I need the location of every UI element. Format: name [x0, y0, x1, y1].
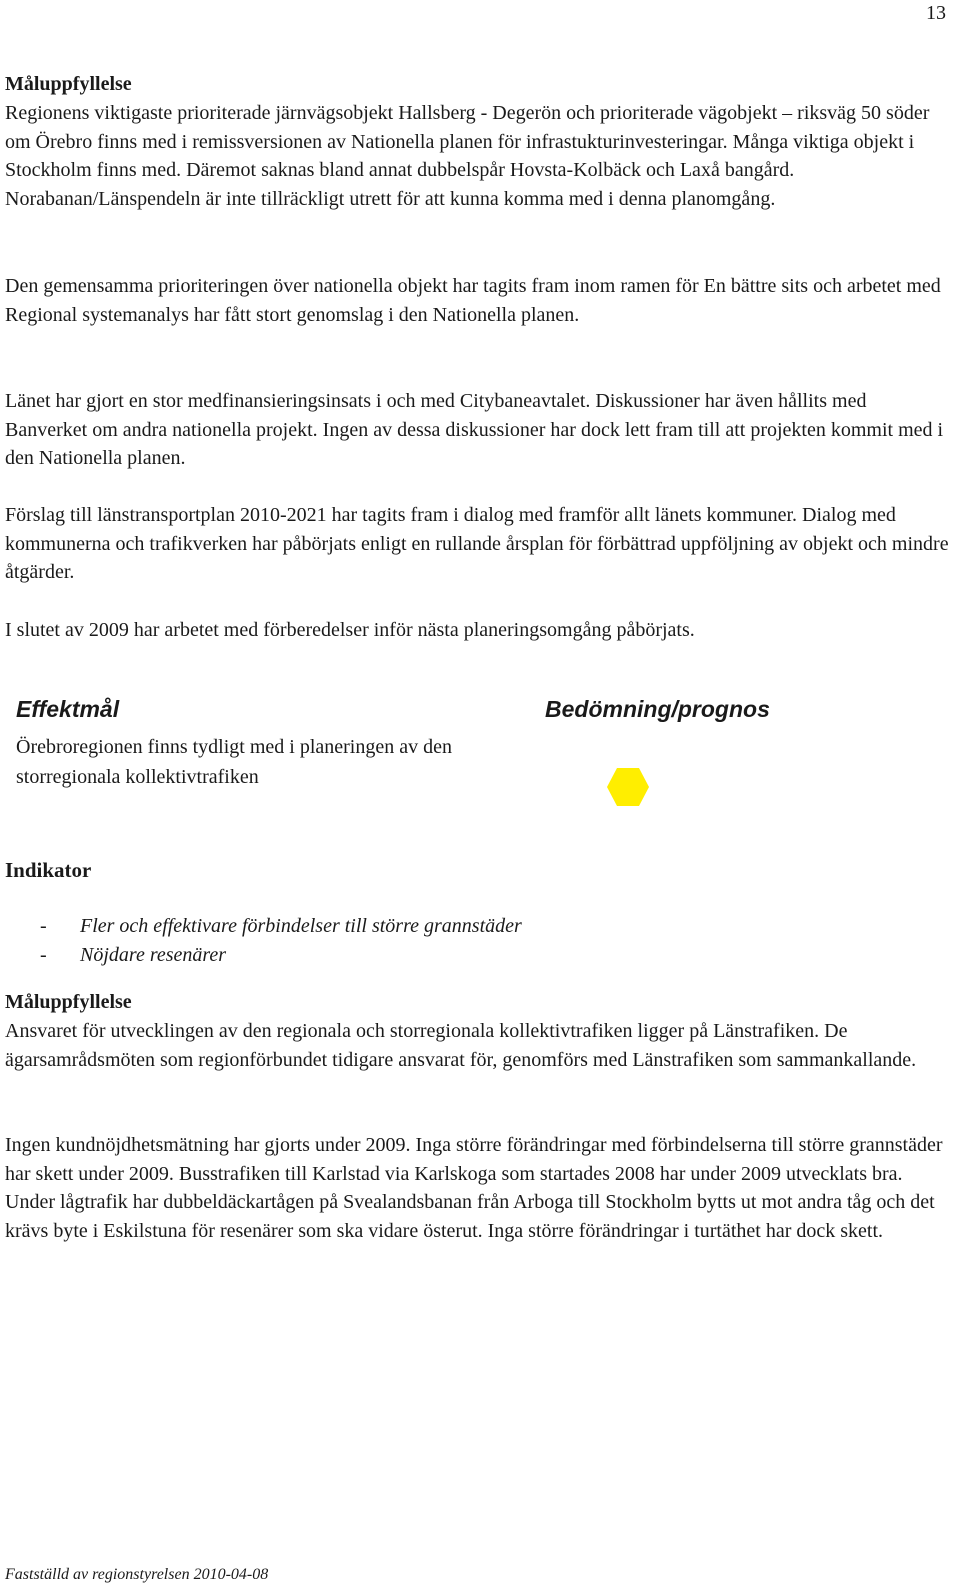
section-heading-maluppfyllelse: Måluppfyllelse	[5, 73, 132, 95]
indikator-list	[40, 912, 522, 970]
list-item	[40, 912, 522, 941]
list-item-text: Nöjdare resenärer	[80, 944, 227, 966]
effektmal-text: Örebroregionen finns tydligt med i planeringen av den storregionala kollektivtrafiken	[16, 736, 452, 788]
list-bullet: -	[40, 944, 47, 966]
list-item-text: Fler och effektivare förbindelser till större grannstäder	[80, 915, 522, 937]
paragraph: Ansvaret för utvecklingen av den regionala och storregionala kollektivtrafiken ligger på Länstrafiken. De ägarsamrådsmöten som regionförbundet tidigare ansvarat för, genomförs med Länstrafiken som sammankallande.	[5, 1020, 917, 1071]
yellow-hexagon-icon	[606, 767, 650, 807]
paragraph: I slutet av 2009 har arbetet med förberedelser inför nästa planeringsomgång påbörjats.	[5, 619, 695, 641]
effektmal-heading: Effektmål	[16, 696, 120, 722]
section-heading-maluppfyllelse-2: Måluppfyllelse	[5, 991, 132, 1013]
footer: Fastställd av regionstyrelsen 2010-04-08	[5, 1566, 269, 1583]
list-bullet: -	[40, 915, 47, 937]
paragraph: Förslag till länstransportplan 2010-2021 har tagits fram i dialog med framför allt länets kommuner. Dialog med kommunerna och trafikverken har påbörjats enligt en rullande årsplan för förbättrad uppföljning av objekt och mindre åtgärder.	[5, 504, 949, 583]
paragraph: Länet har gjort en stor medfinansieringsinsats i och med Citybaneavtalet. Diskussioner har även hållits med Banverket om andra nationella projekt. Ingen av dessa diskussioner har dock lett fram till att projekten kommit med i den Nationella planen.	[5, 390, 944, 469]
paragraph: Regionens viktigaste prioriterade järnvägsobjekt Hallsberg - Degerön och prioriterade vägobjekt – riksväg 50 söder om Örebro finns med i remissversionen av Nationella planen för infrastukturinvesteringar. Många viktiga objekt i Stockholm finns med. Däremot saknas bland annat dubbelspår Hovsta-Kolbäck och Laxå bangård. Norabanan/Länspendeln är inte tillräckligt utrett för att kunna komma med i denna planomgång.	[5, 102, 930, 210]
bedomning-heading: Bedömning/prognos	[545, 696, 770, 722]
paragraph: Ingen kundnöjdhetsmätning har gjorts under 2009. Inga större förändringar med förbindelserna till större grannstäder har skett under 2009. Busstrafiken till Karlstad via Karlskoga som startades 2008 har under 2009 utvecklats bra. Under lågtrafik har dubbeldäckartågen på Svealandsbanan från Arboga till Stockholm bytts ut mot andra tåg och det krävs byte i Eskilstuna för resenärer som ska vidare österut. Inga större förändringar i turtäthet har dock skett.	[5, 1134, 943, 1242]
page-number: 13	[926, 2, 946, 24]
paragraph: Den gemensamma prioriteringen över nationella objekt har tagits fram inom ramen för En bättre sits och arbetet med Regional systemanalys har fått stort genomslag i den Nationella planen.	[5, 275, 941, 326]
indikator-heading: Indikator	[5, 858, 92, 882]
list-item	[40, 941, 522, 970]
